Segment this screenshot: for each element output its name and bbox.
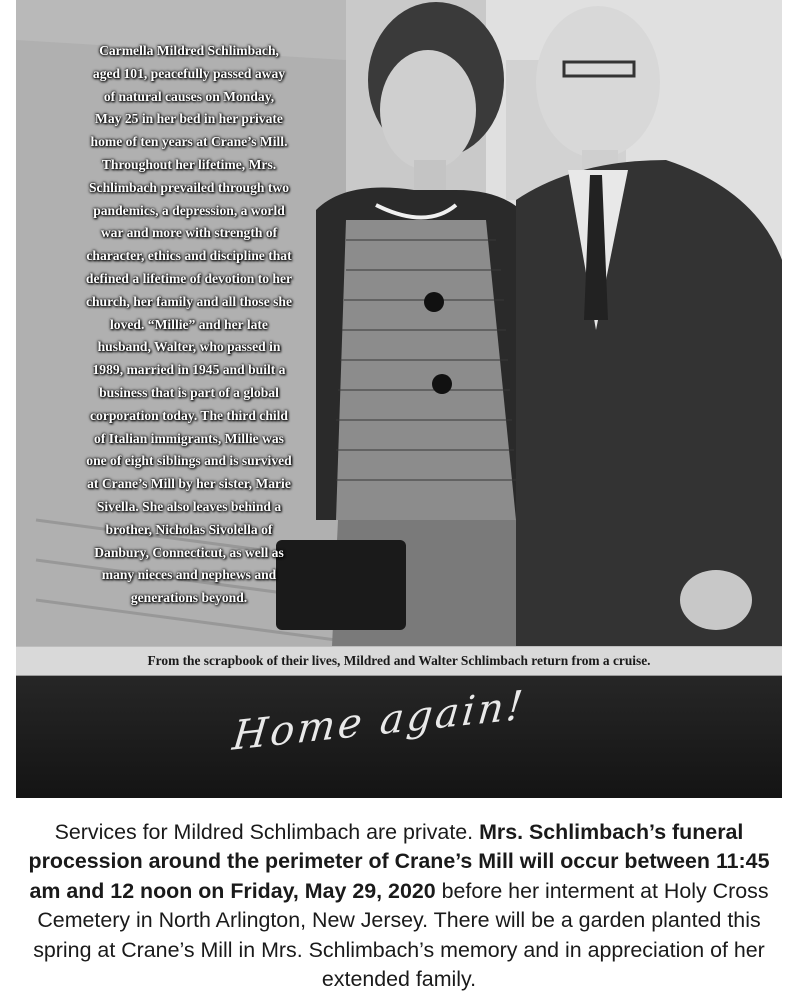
- obituary-text: [24, 40, 354, 610]
- obituary-line: defined a lifetime of devotion to her: [85, 270, 293, 286]
- obituary-line: Throughout her lifetime, Mrs.: [101, 156, 277, 172]
- photo-caption-strip: [16, 646, 782, 676]
- obituary-line: husband, Walter, who passed in: [97, 339, 281, 355]
- obituary-line: of Italian immigrants, Millie was: [94, 430, 284, 446]
- handwritten-note-area: [16, 676, 782, 798]
- obituary-line: war and more with strength of: [100, 225, 278, 241]
- obituary-line: one of eight siblings and is survived: [86, 453, 292, 469]
- obituary-line: aged 101, peacefully passed away: [92, 65, 286, 81]
- services-procession: Mrs. Schlimbach’s funeral procession around the perimeter of Crane’s Mill will occur between 11:45 am and 12 noon on Friday, May 29, 2020: [28, 820, 770, 903]
- obituary-line: church, her family and all those she: [85, 293, 293, 309]
- handwritten-note: Home again!: [230, 682, 528, 760]
- obituary-line: many nieces and nephews and: [101, 567, 277, 583]
- services-intro: Services for Mildred Schlimbach are private.: [54, 820, 480, 844]
- obituary-line: corporation today. The third child: [89, 407, 288, 423]
- obituary-line: brother, Nicholas Sivolella of: [105, 521, 273, 537]
- obituary-line: Danbury, Connecticut, as well as: [94, 544, 284, 560]
- couple-photo: [16, 0, 782, 646]
- obituary-line: business that is part of a global: [99, 384, 279, 400]
- obituary-line: home of ten years at Crane’s Mill.: [90, 134, 288, 150]
- scrapbook-photo-frame: [16, 0, 782, 798]
- obituary-line: Sivella. She also leaves behind a: [96, 498, 282, 514]
- services-outro: before her interment at Holy Cross Cemetery in North Arlington, New Jersey. There will be a garden planted this spring at Crane’s Mill in Mrs. Schlimbach’s memory and in appreciation of her extended family.: [33, 878, 769, 992]
- obituary-line: Schlimbach prevailed through two: [88, 179, 290, 195]
- obituary-line: loved. “Millie” and her late: [110, 316, 268, 332]
- obituary-line: character, ethics and discipline that: [86, 248, 292, 264]
- obituary-line: at Crane’s Mill by her sister, Marie: [87, 476, 291, 492]
- obituary-line: pandemics, a depression, a world: [93, 202, 285, 218]
- obituary-line: of natural causes on Monday,: [103, 88, 275, 104]
- photo-caption: From the scrapbook of their lives, Mildred and Walter Schlimbach return from a cruise.: [147, 653, 651, 668]
- obituary-line: May 25 in her bed in her private: [95, 111, 283, 127]
- obituary-line: generations beyond.: [130, 590, 248, 606]
- obituary-line: 1989, married in 1945 and built a: [92, 362, 286, 378]
- obituary-line: Carmella Mildred Schlimbach,: [99, 43, 279, 58]
- services-paragraph: [16, 818, 782, 994]
